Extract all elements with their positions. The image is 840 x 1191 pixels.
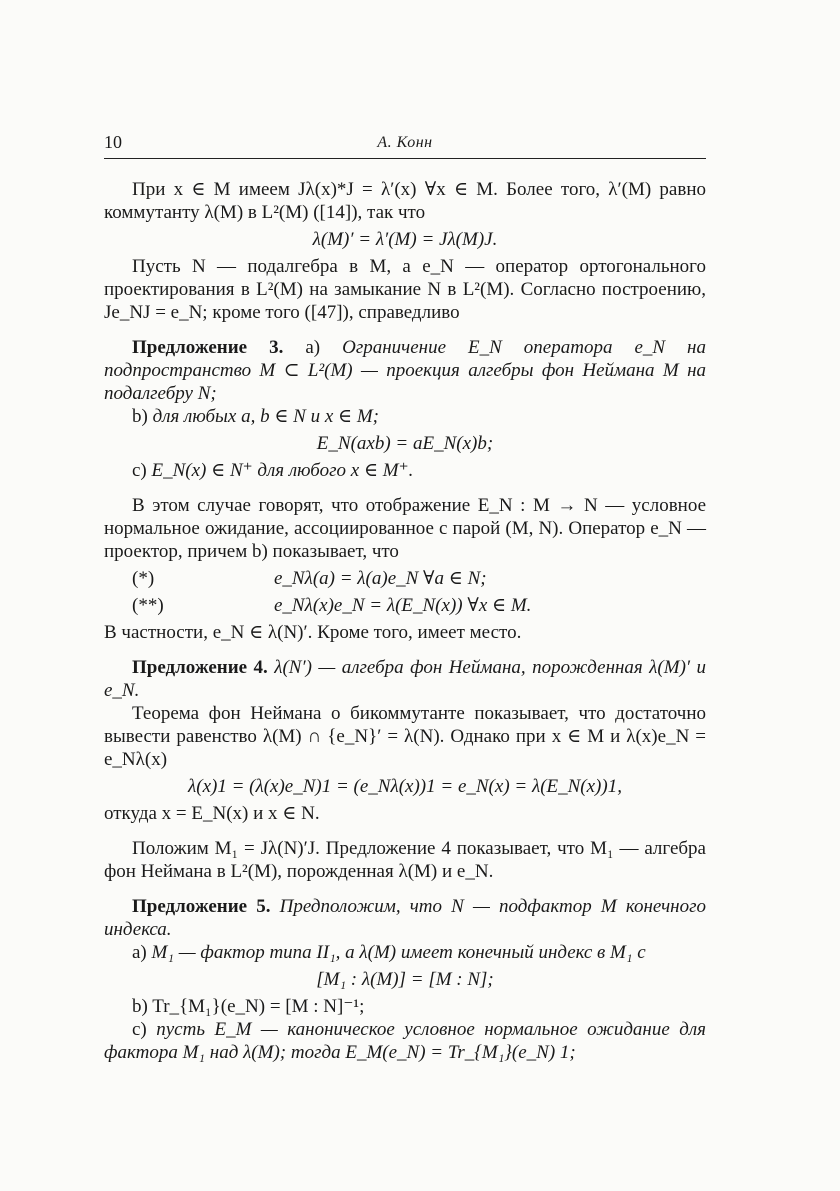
- page-number: 10: [104, 132, 122, 152]
- paragraph: Положим M₁ = Jλ(N)′J. Предложение 4 показывает, что M₁ — алгебра фон Неймана в L²(M), порожденная λ(M) и e_N.: [104, 838, 706, 882]
- proposition-item: [104, 459, 706, 482]
- item-text: пусть E_M — каноническое условное нормальное ожидание для фактора M₁ над λ(M); тогда E_M(e_N) = Tr_{M₁}(e_N) 1;: [104, 1019, 706, 1063]
- running-head: А. Конн: [377, 134, 433, 151]
- numbered-equation: [104, 594, 706, 617]
- paragraph: откуда x = E_N(x) и x ∈ N.: [104, 803, 320, 824]
- proposition-item: [104, 405, 706, 428]
- page-header: [104, 128, 706, 159]
- proposition-item: [104, 995, 706, 1018]
- numbered-equation: [104, 567, 706, 590]
- display-equation: λ(x)1 = (λ(x)e_N)1 = (e_Nλ(x))1 = e_N(x) = λ(E_N(x))1,: [188, 776, 622, 797]
- item-text: E_N(x) ∈ N⁺ для любого x ∈ M⁺.: [151, 460, 414, 481]
- display-equation: λ(M)′ = λ′(M) = Jλ(M)J.: [312, 229, 498, 250]
- equation-body: e_Nλ(x)e_N = λ(E_N(x)) ∀x ∈ M.: [274, 595, 532, 616]
- proposition-label: Предложение 3.: [132, 337, 284, 358]
- proposition-text: λ(N′) — алгебра фон Неймана, порожденная λ(M)′ и e_N.: [104, 657, 706, 701]
- paragraph: В частности, e_N ∈ λ(N)′. Кроме того, имеет место.: [104, 622, 522, 643]
- paragraph: Теорема фон Неймана о бикоммутанте показывает, что достаточно вывести равенство λ(M) ∩ {e_N}′ = λ(N). Однако при x ∈ M и λ(x)e_N = e_Nλ(x): [104, 703, 706, 770]
- item-text: для любых a, b ∈ N и x ∈ M;: [152, 406, 379, 427]
- item-prefix: c): [132, 1019, 147, 1040]
- item-text: Tr_{M₁}(e_N) = [M : N]⁻¹;: [152, 996, 365, 1017]
- equation-body: e_Nλ(a) = λ(a)e_N ∀a ∈ N;: [274, 568, 487, 589]
- equation-label: (**): [132, 595, 164, 616]
- item-prefix: b): [132, 996, 148, 1017]
- display-equation: [M₁ : λ(M)] = [M : N];: [316, 969, 494, 990]
- proposition-3: [104, 336, 706, 405]
- paragraph: Пусть N — подалгебра в M, a e_N — оператор ортогонального проектирования в L²(M) на замыкание N в L²(M). Согласно построению, Je_NJ = e_N; кроме того ([47]), справедливо: [104, 256, 706, 323]
- item-prefix: b): [132, 406, 148, 427]
- proposition-item: [104, 1018, 706, 1064]
- proposition-4: [104, 656, 706, 702]
- proposition-text: Предположим, что N — подфактор M конечного индекса.: [104, 896, 707, 940]
- paragraph: В этом случае говорят, что отображение E_N : M → N — условное нормальное ожидание, ассоциированное с парой (M, N). Оператор e_N — проектор, причем b) показывает, что: [104, 495, 706, 562]
- page-body: [104, 178, 706, 1064]
- item-prefix: c): [132, 460, 147, 481]
- proposition-text: Ограничение E_N оператора e_N на подпространство M ⊂ L²(M) — проекция алгебры фон Неймана M на подалгебру N;: [104, 337, 706, 404]
- paragraph: При x ∈ M имеем Jλ(x)*J = λ′(x) ∀x ∈ M. Более того, λ′(M) равно коммутанту λ(M) в L²(M) ([14]), так что: [104, 179, 706, 223]
- equation-label: (*): [132, 568, 155, 589]
- item-text: M₁ — фактор типа II₁, a λ(M) имеет конечный индекс в M₁ с: [151, 942, 646, 963]
- item-prefix: a): [132, 942, 147, 963]
- proposition-label: Предложение 4.: [132, 657, 268, 678]
- proposition-label: Предложение 5.: [132, 896, 271, 917]
- display-equation: E_N(axb) = aE_N(x)b;: [316, 433, 494, 454]
- proposition-5: [104, 895, 706, 941]
- item-prefix: a): [305, 337, 321, 358]
- proposition-item: [104, 941, 706, 964]
